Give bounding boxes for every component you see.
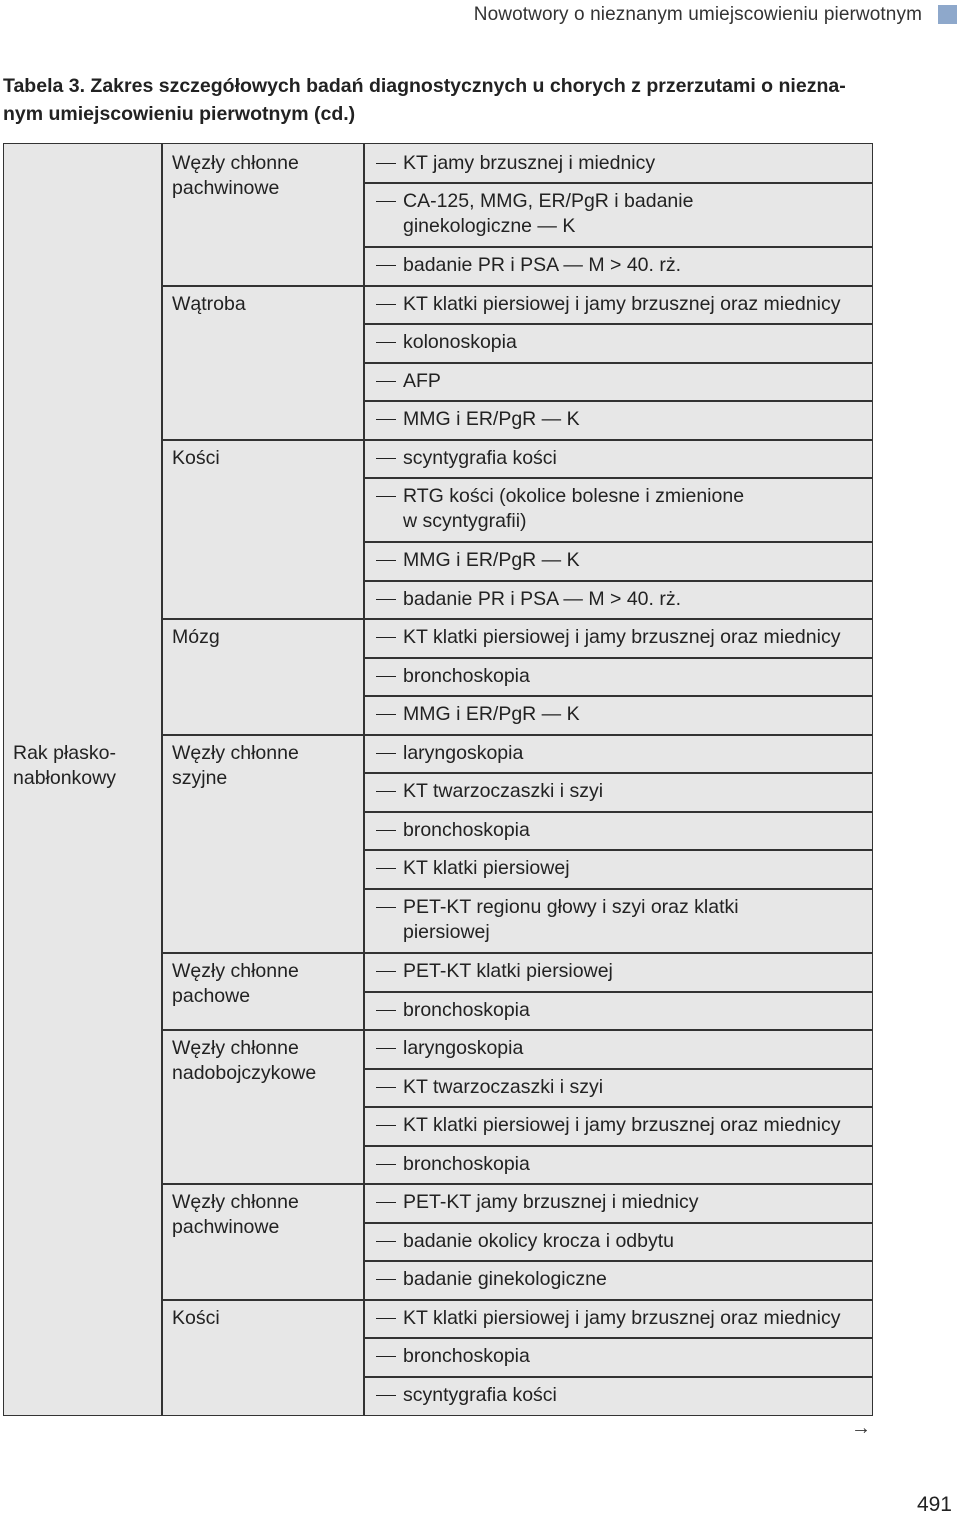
exam-text-line: KT twarzoczaszki i szyi	[403, 780, 604, 802]
exam-text	[403, 1267, 607, 1292]
table-caption	[3, 72, 863, 128]
exam-text	[403, 1075, 603, 1100]
em-dash-icon	[376, 304, 396, 305]
caption-line-2: nym umiejscowieniu pierwotnym (cd.)	[3, 103, 356, 125]
exam-text	[403, 625, 840, 650]
exam-text	[403, 702, 580, 727]
exam-text-line: ginekologiczne — K	[403, 215, 576, 237]
continuation-arrow-icon: →	[851, 1417, 871, 1439]
site-divider	[161, 1029, 872, 1031]
exam-text	[403, 1190, 698, 1215]
table-row	[365, 856, 872, 881]
row-divider	[363, 541, 872, 543]
exam-text-line: bronchoskopia	[403, 1345, 530, 1367]
site-label-line: szyjne	[172, 767, 228, 789]
row-divider	[363, 811, 872, 813]
table-row	[365, 1383, 872, 1408]
table-row	[365, 548, 872, 573]
em-dash-icon	[376, 1164, 396, 1165]
exam-text	[403, 151, 655, 176]
em-dash-icon	[376, 342, 396, 343]
site-label	[172, 446, 220, 471]
em-dash-icon	[376, 458, 396, 459]
em-dash-icon	[376, 714, 396, 715]
exam-text	[403, 189, 693, 239]
exam-text	[403, 292, 840, 317]
exam-text-line: piersiowej	[403, 921, 490, 943]
table-row	[365, 253, 872, 278]
exam-text-line: KT klatki piersiowej i jamy brzusznej oraz miednicy	[403, 626, 841, 648]
exam-text	[403, 1152, 530, 1177]
exam-text	[403, 446, 557, 471]
exam-text-line: badanie ginekologiczne	[403, 1268, 607, 1290]
site-divider	[161, 952, 872, 954]
table-row	[365, 1036, 872, 1061]
table-row	[365, 959, 872, 984]
site-label	[172, 1036, 316, 1086]
exam-text-line: PET-KT klatki piersiowej	[403, 960, 613, 982]
exam-text	[403, 1113, 840, 1138]
row-divider	[363, 362, 872, 364]
site-divider	[161, 618, 872, 620]
table-row	[365, 292, 872, 317]
row-divider	[363, 182, 872, 184]
exam-text-line: RTG kości (okolice bolesne i zmienione	[403, 485, 745, 507]
site-label	[172, 1190, 299, 1240]
table-row	[365, 330, 872, 355]
em-dash-icon	[376, 1318, 396, 1319]
column-divider-1	[161, 144, 163, 1415]
group-label-line: nabłonkowy	[13, 767, 116, 789]
exam-text-line: KT klatki piersiowej	[403, 857, 570, 879]
em-dash-icon	[376, 265, 396, 266]
table-row	[365, 1344, 872, 1369]
exam-text	[403, 779, 603, 804]
exam-text-line: KT twarzoczaszki i szyi	[403, 1076, 604, 1098]
em-dash-icon	[376, 1202, 396, 1203]
exam-text-line: bronchoskopia	[403, 819, 530, 841]
exam-text	[403, 959, 613, 984]
exam-text-line: AFP	[403, 370, 441, 392]
row-divider	[363, 1260, 872, 1262]
exam-text	[403, 587, 681, 612]
em-dash-icon	[376, 201, 396, 202]
site-divider	[161, 1183, 872, 1185]
table-row	[365, 1306, 872, 1331]
exam-text	[403, 1344, 530, 1369]
running-head-square-icon	[938, 5, 957, 24]
table-row	[365, 446, 872, 471]
row-divider	[363, 400, 872, 402]
em-dash-icon	[376, 1010, 396, 1011]
exam-text-line: badanie PR i PSA — M > 40. rż.	[403, 254, 682, 276]
exam-text	[403, 407, 580, 432]
exam-text	[403, 484, 744, 534]
exam-text-line: kolonoskopia	[403, 331, 517, 353]
site-divider	[161, 734, 872, 736]
row-divider	[363, 1106, 872, 1108]
table-row	[365, 1075, 872, 1100]
table-row	[365, 741, 872, 766]
em-dash-icon	[376, 1395, 396, 1396]
site-label	[172, 151, 299, 201]
exam-text	[403, 1306, 840, 1331]
em-dash-icon	[376, 753, 396, 754]
site-label-line: Węzły chłonne	[172, 152, 299, 174]
row-divider	[363, 323, 872, 325]
em-dash-icon	[376, 419, 396, 420]
table-row	[365, 998, 872, 1023]
table-row	[365, 189, 872, 239]
exam-text	[403, 548, 580, 573]
site-divider	[161, 1299, 872, 1301]
row-divider	[363, 580, 872, 582]
exam-text-line: bronchoskopia	[403, 999, 530, 1021]
group-label-line: Rak płasko-	[13, 742, 116, 764]
row-divider	[363, 991, 872, 993]
em-dash-icon	[376, 163, 396, 164]
table-row	[365, 1152, 872, 1177]
exam-text-line: laryngoskopia	[403, 1037, 524, 1059]
table-row	[365, 1190, 872, 1215]
table-row	[365, 484, 872, 534]
exam-text-line: CA-125, MMG, ER/PgR i badanie	[403, 190, 694, 212]
row-divider	[363, 1068, 872, 1070]
em-dash-icon	[376, 1279, 396, 1280]
exam-text-line: MMG i ER/PgR — K	[403, 408, 580, 430]
em-dash-icon	[376, 1241, 396, 1242]
exam-text-line: PET-KT jamy brzusznej i miednicy	[403, 1191, 699, 1213]
exam-text	[403, 856, 570, 881]
site-label	[172, 292, 246, 317]
table-row	[365, 369, 872, 394]
exam-text-line: w scyntygrafii)	[403, 510, 527, 532]
em-dash-icon	[376, 1087, 396, 1088]
group-label	[13, 741, 116, 791]
exam-text-line: badanie okolicy krocza i odbytu	[403, 1230, 674, 1252]
exam-text	[403, 664, 530, 689]
em-dash-icon	[376, 1356, 396, 1357]
site-label-line: Węzły chłonne	[172, 960, 299, 982]
em-dash-icon	[376, 868, 396, 869]
row-divider	[363, 1376, 872, 1378]
em-dash-icon	[376, 907, 396, 908]
exam-text	[403, 1036, 523, 1061]
exam-text	[403, 330, 517, 355]
em-dash-icon	[376, 599, 396, 600]
exam-text	[403, 369, 441, 394]
exam-text-line: scyntygrafia kości	[403, 447, 557, 469]
table-row	[365, 587, 872, 612]
row-divider	[363, 1145, 872, 1147]
row-divider	[363, 246, 872, 248]
table-row	[365, 1229, 872, 1254]
caption-line-1: Tabela 3. Zakres szczegółowych badań diagnostycznych u chorych z przerzutami o niezna-	[3, 75, 846, 97]
site-label-line: nadobojczykowe	[172, 1062, 317, 1084]
site-label	[172, 625, 220, 650]
em-dash-icon	[376, 496, 396, 497]
exam-text	[403, 818, 530, 843]
exam-text-line: badanie PR i PSA — M > 40. rż.	[403, 588, 682, 610]
exam-text-line: MMG i ER/PgR — K	[403, 703, 580, 725]
exam-text-line: KT klatki piersiowej i jamy brzusznej oraz miednicy	[403, 1114, 841, 1136]
table-row	[365, 664, 872, 689]
row-divider	[363, 849, 872, 851]
site-label-line: pachwinowe	[172, 1216, 280, 1238]
running-head: Nowotwory o nieznanym umiejscowieniu pierwotnym	[473, 4, 922, 25]
exam-text-line: MMG i ER/PgR — K	[403, 549, 580, 571]
row-divider	[363, 657, 872, 659]
row-divider	[363, 772, 872, 774]
em-dash-icon	[376, 971, 396, 972]
site-label-line: Wątroba	[172, 293, 246, 315]
exam-text-line: KT klatki piersiowej i jamy brzusznej oraz miednicy	[403, 293, 841, 315]
site-label-line: Węzły chłonne	[172, 742, 299, 764]
diagnostic-table	[3, 143, 873, 1416]
exam-text	[403, 253, 681, 278]
row-divider	[363, 695, 872, 697]
exam-text-line: scyntygrafia kości	[403, 1384, 557, 1406]
site-label-line: pachwinowe	[172, 177, 280, 199]
site-label-line: Węzły chłonne	[172, 1037, 299, 1059]
em-dash-icon	[376, 560, 396, 561]
em-dash-icon	[376, 791, 396, 792]
site-divider	[161, 285, 872, 287]
table-row	[365, 1267, 872, 1292]
em-dash-icon	[376, 637, 396, 638]
table-row	[365, 895, 872, 945]
site-label-line: Węzły chłonne	[172, 1191, 299, 1213]
table-row	[365, 702, 872, 727]
site-label	[172, 959, 299, 1009]
em-dash-icon	[376, 830, 396, 831]
page-number: 491	[916, 1493, 952, 1516]
row-divider	[363, 1222, 872, 1224]
em-dash-icon	[376, 381, 396, 382]
table-row	[365, 818, 872, 843]
exam-text-line: bronchoskopia	[403, 665, 530, 687]
exam-text	[403, 895, 739, 945]
table-row	[365, 1113, 872, 1138]
table-row	[365, 779, 872, 804]
table-row	[365, 625, 872, 650]
exam-text	[403, 998, 530, 1023]
table-row	[365, 151, 872, 176]
exam-text-line: KT jamy brzusznej i miednicy	[403, 152, 656, 174]
site-label	[172, 1306, 220, 1331]
table-row	[365, 407, 872, 432]
em-dash-icon	[376, 1048, 396, 1049]
em-dash-icon	[376, 676, 396, 677]
site-label-line: pachowe	[172, 985, 251, 1007]
site-label-line: Mózg	[172, 626, 220, 648]
em-dash-icon	[376, 1125, 396, 1126]
row-divider	[363, 888, 872, 890]
site-label-line: Kości	[172, 447, 220, 469]
row-divider	[363, 477, 872, 479]
exam-text-line: bronchoskopia	[403, 1153, 530, 1175]
exam-text-line: PET-KT regionu głowy i szyi oraz klatki	[403, 896, 739, 918]
site-label	[172, 741, 299, 791]
exam-text-line: laryngoskopia	[403, 742, 524, 764]
exam-text	[403, 1383, 557, 1408]
exam-text	[403, 741, 523, 766]
exam-text	[403, 1229, 674, 1254]
row-divider	[363, 1337, 872, 1339]
site-label-line: Kości	[172, 1307, 220, 1329]
site-divider	[161, 439, 872, 441]
exam-text-line: KT klatki piersiowej i jamy brzusznej oraz miednicy	[403, 1307, 841, 1329]
